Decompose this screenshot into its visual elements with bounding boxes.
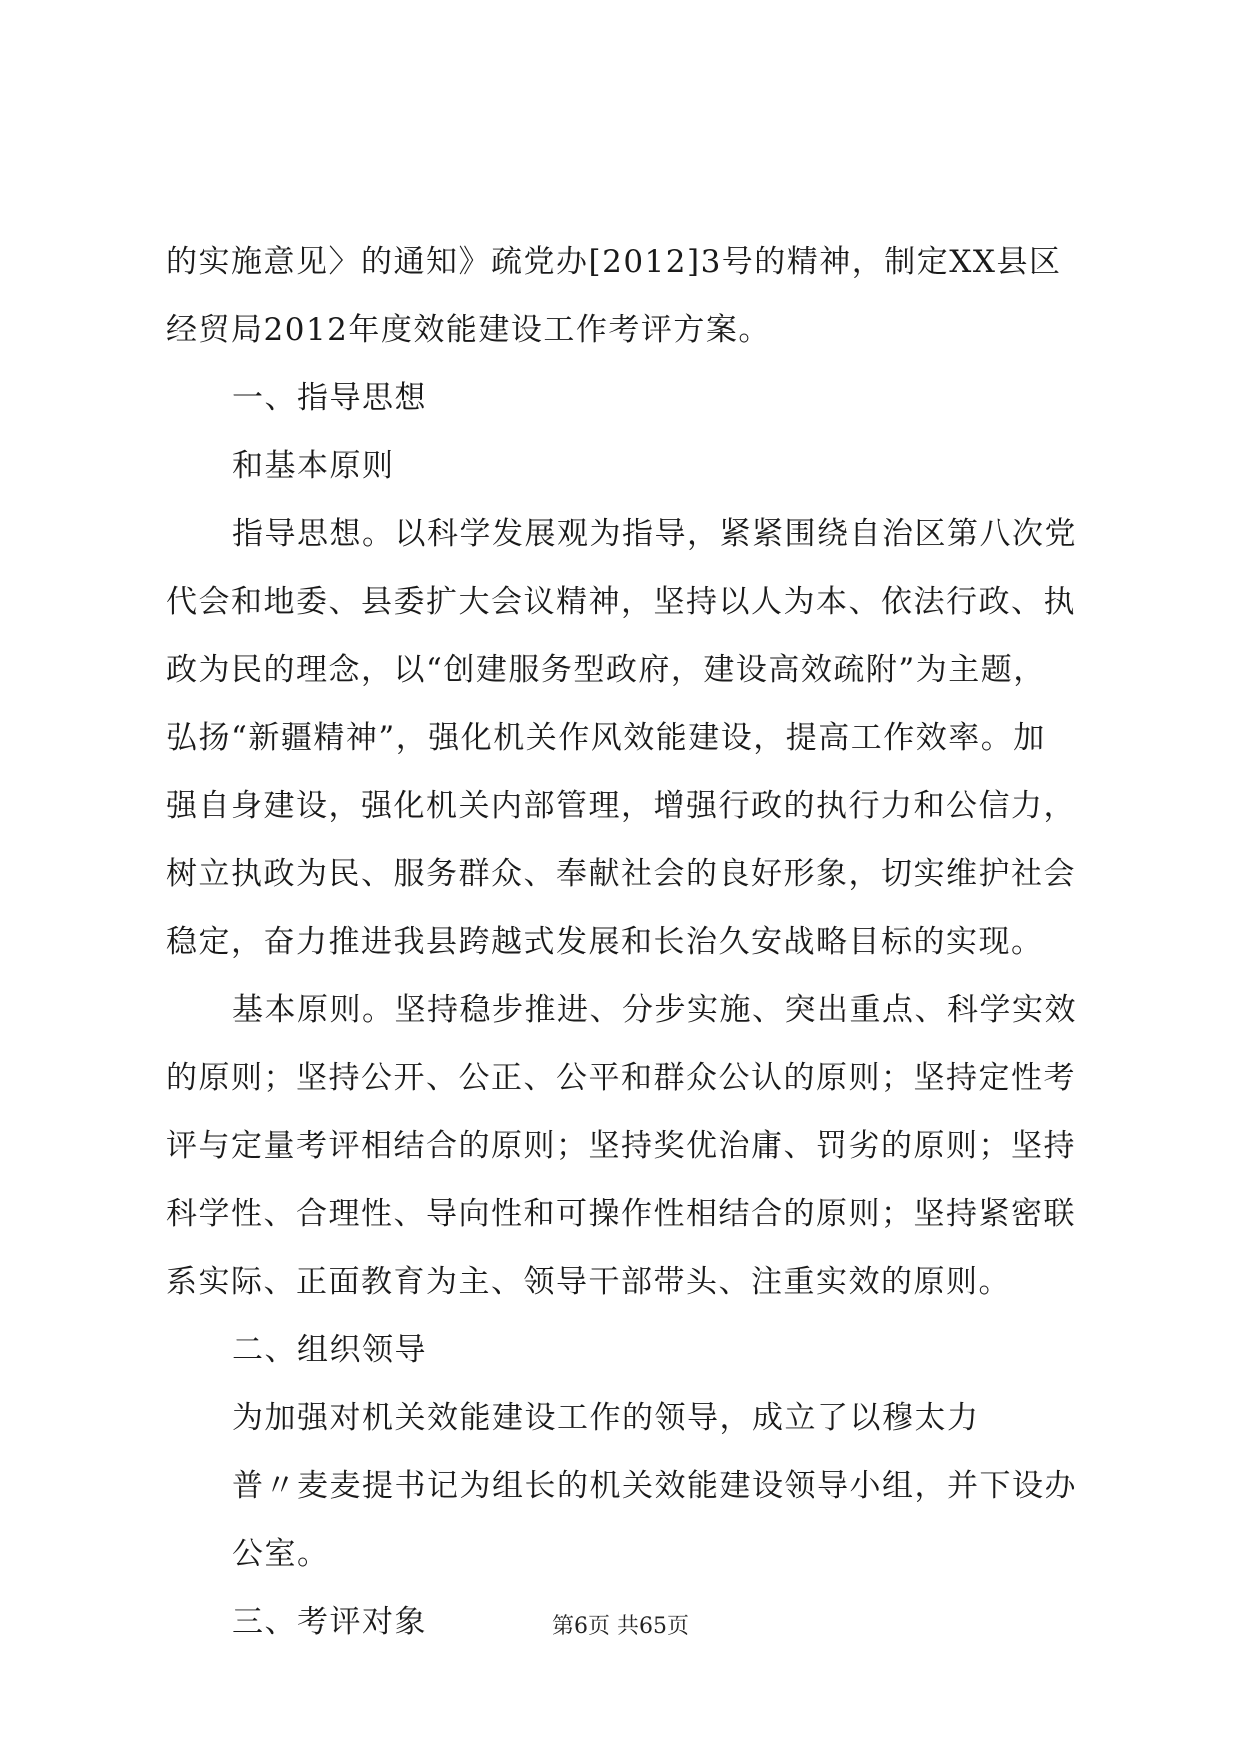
body-line: 政为民的理念，以“创建服务型政府，建设高效疏附”为主题，: [166, 652, 1046, 688]
body-line: 树立执政为民、服务群众、奉献社会的良好形象，切实维护社会: [166, 856, 1076, 892]
section-heading: 三、考评对象: [232, 1604, 427, 1640]
body-line: 公室。: [232, 1536, 330, 1572]
body-line: 弘扬“新疆精神”，强化机关作风效能建设，提高工作效率。加: [166, 720, 1046, 756]
body-line: 评与定量考评相结合的原则；坚持奖优治庸、罚劣的原则；坚持: [166, 1128, 1076, 1164]
page-number-footer: 第6页 共65页: [552, 1614, 689, 1639]
body-line: 普〃麦麦提书记为组长的机关效能建设领导小组，并下设办: [232, 1468, 1077, 1504]
body-line: 指导思想。以科学发展观为指导，紧紧围绕自治区第八次党: [232, 516, 1077, 552]
document-body: [166, 228, 1106, 1656]
section-heading: 一、指导思想: [232, 380, 427, 416]
body-line: 为加强对机关效能建设工作的领导，成立了以穆太力: [232, 1400, 980, 1436]
body-line: 科学性、合理性、导向性和可操作性相结合的原则；坚持紧密联: [166, 1196, 1076, 1232]
body-line: 强自身建设，强化机关内部管理，增强行政的执行力和公信力，: [166, 788, 1076, 824]
body-line: 的原则；坚持公开、公正、公平和群众公认的原则；坚持定性考: [166, 1060, 1076, 1096]
section-heading-continuation: 和基本原则: [232, 448, 395, 484]
body-line: 系实际、正面教育为主、领导干部带头、注重实效的原则。: [166, 1264, 1011, 1300]
body-line: 稳定，奋力推进我县跨越式发展和长治久安战略目标的实现。: [166, 924, 1044, 960]
section-heading: 二、组织领导: [232, 1332, 427, 1368]
body-line: 基本原则。坚持稳步推进、分步实施、突出重点、科学实效: [232, 992, 1077, 1028]
body-line: 代会和地委、县委扩大会议精神，坚持以人为本、依法行政、执: [166, 584, 1076, 620]
body-line: 的实施意见〉的通知》疏党办[2012]3号的精神，制定XX县区: [166, 244, 1062, 280]
body-line: 经贸局2012年度效能建设工作考评方案。: [166, 312, 771, 348]
